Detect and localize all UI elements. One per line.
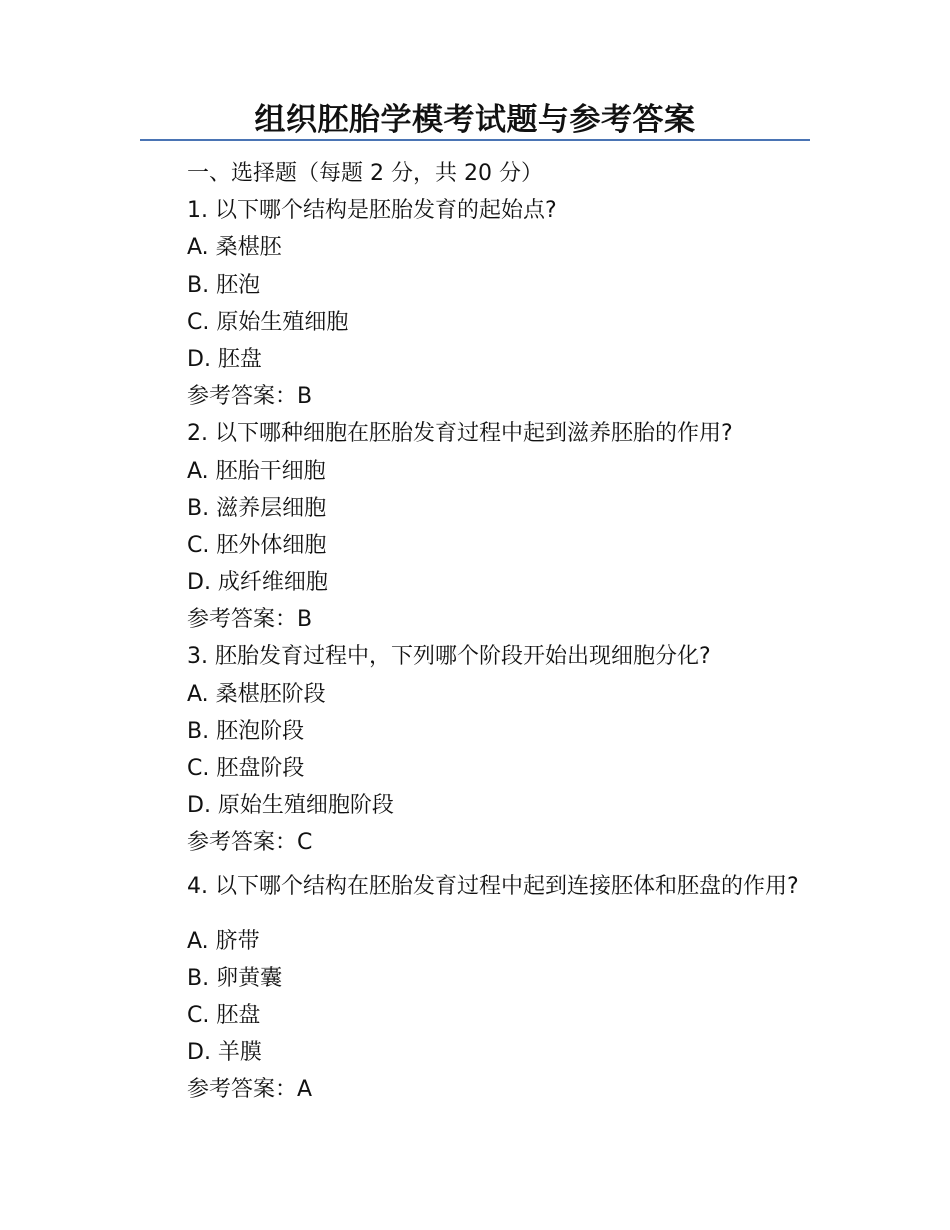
document-title: 组织胚胎学模考试题与参考答案: [254, 102, 696, 138]
option-b: B. 胚泡阶段: [187, 718, 305, 744]
question-1: [187, 192, 812, 415]
option-b: B. 胚泡: [187, 272, 261, 298]
option-d: D. 原始生殖细胞阶段: [187, 793, 394, 819]
section-heading: 一、选择题（每题 2 分，共 20 分）: [187, 161, 543, 186]
question-stem: 3. 胚胎发育过程中，下列哪个阶段开始出现细胞分化?: [187, 644, 711, 670]
option-a: A. 桑椹胚: [187, 235, 282, 261]
question-stem: 2. 以下哪种细胞在胚胎发育过程中起到滋养胚胎的作用?: [187, 421, 733, 447]
option-a: A. 桑椹胚阶段: [187, 681, 326, 707]
question-2: [187, 415, 812, 638]
option-c: C. 胚盘: [187, 1002, 261, 1028]
document-body: [187, 155, 812, 1109]
question-stem: 1. 以下哪个结构是胚胎发育的起始点?: [187, 198, 557, 224]
answer: 参考答案：B: [187, 384, 313, 410]
option-b: B. 滋养层细胞: [187, 495, 327, 521]
option-d: D. 羊膜: [187, 1040, 262, 1066]
question-4: [187, 862, 812, 1109]
option-b: B. 卵黄囊: [187, 965, 283, 991]
title-underline: [140, 139, 810, 141]
option-a: A. 胚胎干细胞: [187, 458, 326, 484]
option-a: A. 脐带: [187, 928, 260, 954]
option-c: C. 原始生殖细胞: [187, 309, 349, 335]
question-stem: 4. 以下哪个结构在胚胎发育过程中起到连接胚体和胚盘的作用?: [187, 873, 799, 899]
answer: 参考答案：B: [187, 607, 313, 633]
question-3: [187, 638, 812, 861]
answer: 参考答案：C: [187, 830, 313, 856]
option-d: D. 胚盘: [187, 346, 262, 372]
option-d: D. 成纤维细胞: [187, 570, 328, 596]
option-c: C. 胚外体细胞: [187, 532, 327, 558]
answer: 参考答案：A: [187, 1077, 313, 1103]
option-c: C. 胚盘阶段: [187, 756, 305, 781]
